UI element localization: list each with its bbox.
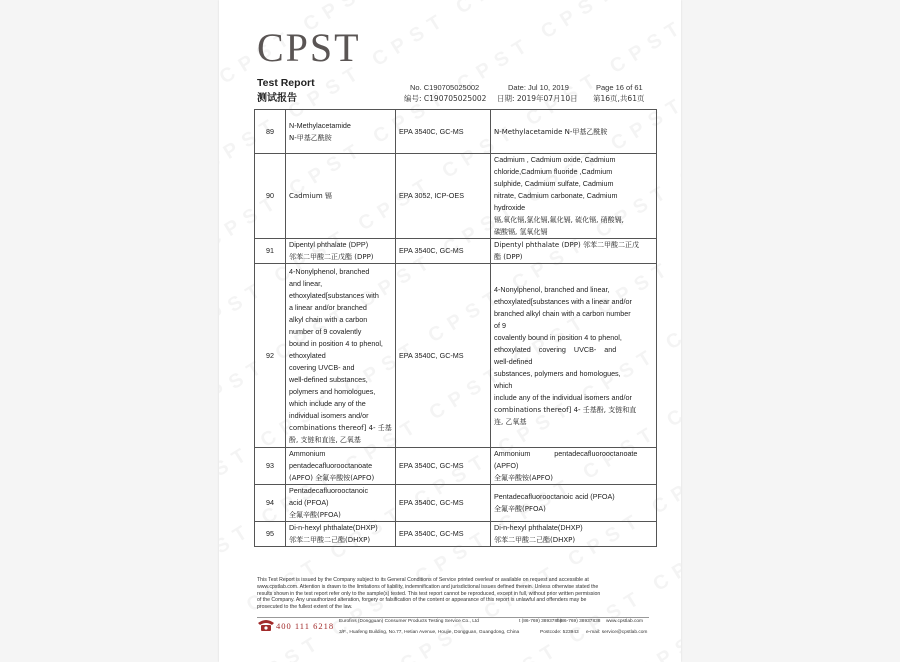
test-method: EPA 3540C, GC-MS — [396, 522, 491, 547]
test-method: EPA 3540C, GC-MS — [396, 110, 491, 154]
item-name-line: ethoxylated[substances with — [289, 290, 379, 300]
description-line: substances, polymers and homologues, — [494, 368, 621, 378]
test-method: EPA 3540C, GC-MS — [396, 239, 491, 264]
page-number-cn: 第16页,共61页 — [593, 94, 645, 103]
item-name-line: polymers and homologues, — [289, 386, 376, 396]
substance-description — [491, 239, 657, 264]
substance-description — [491, 448, 657, 485]
description-line: ethoxylated covering UVCB- and — [494, 344, 617, 354]
disclaimer — [257, 577, 647, 611]
description-line: hydroxide — [494, 203, 526, 212]
item-name — [286, 154, 396, 239]
description-line: 4-Nonylphenol, branched and linear, — [494, 284, 610, 294]
item-name-line: N-甲基乙酰胺 — [289, 133, 332, 142]
description-line: Di-n-hexyl phthalate(DHXP) — [494, 523, 583, 532]
item-name — [286, 485, 396, 522]
item-name — [286, 448, 396, 485]
description-line: 连, 乙氧基 — [494, 417, 527, 426]
telephone-icon — [257, 618, 275, 637]
description-line: 碳酸镉, 氢氧化镉 — [494, 228, 548, 236]
description-line: (APFO) — [494, 461, 519, 470]
hotline-number: 400 111 6218 — [276, 621, 335, 631]
test-method: EPA 3540C, GC-MS — [396, 448, 491, 485]
description-line: Pentadecafluorooctanoic acid (PFOA) — [494, 492, 615, 501]
description-line: 酯 (DPP) — [494, 253, 523, 261]
description-line: of 9 — [494, 320, 506, 330]
substance-description — [491, 154, 657, 239]
report-date: Date: Jul 10, 2019 — [508, 83, 569, 92]
item-name-line: 邻苯二甲酸二正戊酯 (DPP) — [289, 253, 374, 261]
substance-description — [491, 485, 657, 522]
item-name-line: ethoxylated — [289, 350, 326, 360]
item-name-line: pentadecafluorooctanoate — [289, 461, 373, 470]
description-line: combinations thereof] 4- 壬基酚, 支链和直 — [494, 405, 637, 414]
item-number: 95 — [255, 522, 286, 547]
disclaimer-line: of the Company. Any unauthorized alteration, forgery or falsification of the content or appearance of this report is unlawful and offenders may be — [257, 597, 587, 604]
email: e-mail: service@cpstlab.com — [586, 630, 648, 635]
item-name-line: Pentadecafluorooctanoic — [289, 486, 369, 495]
fax: f (86-769) 38937838 — [557, 619, 601, 624]
description-line: include any of the individual isomers and/or — [494, 392, 632, 402]
company-address: 3/F., Huafeng Building, No.77, Hetian Avenue, Houjie, Dongguan, Guangdong, China — [339, 630, 520, 635]
table-row — [255, 239, 657, 264]
item-name-line: N-Methylacetamide — [289, 120, 351, 130]
item-name-line: covering UVCB- and — [289, 362, 355, 372]
description-line: Cadmium , Cadmium oxide, Cadmium — [494, 155, 616, 164]
item-name-line: Cadmium 镉 — [289, 192, 332, 200]
description-line: 邻苯二甲酸二己酯(DHXP) — [494, 536, 576, 544]
description-line: ethoxylated[substances with a linear and/or — [494, 296, 632, 306]
report-number: No. C190705025002 — [410, 83, 480, 92]
description-line: sulphide, Cadmium sulfate, Cadmium — [494, 179, 614, 188]
description-line: covalently bound in position 4 to phenol, — [494, 332, 622, 342]
substance-description — [491, 110, 657, 154]
item-name — [286, 522, 396, 547]
item-name-line: a linear and/or branched — [289, 302, 367, 312]
item-name-line: Di-n-hexyl phthalate(DHXP) — [289, 523, 378, 532]
item-name-line: (APFO) 全氟辛酸铵(APFO) — [289, 474, 375, 482]
description-line: Dipentyl phthalate (DPP) 邻苯二甲酸二正戊 — [494, 241, 639, 249]
report-title: Test Report — [257, 77, 315, 89]
report-title-cn: 测试报告 — [257, 93, 297, 104]
table-row — [255, 110, 657, 154]
telephone: t (86-769) 38937858 — [519, 619, 563, 624]
item-number: 94 — [255, 485, 286, 522]
description-line: nitrate, Cadmium carbonate, Cadmium — [494, 191, 618, 200]
disclaimer-line: prosecuted to the fullest extent of the law. — [257, 604, 353, 611]
page-number: Page 16 of 61 — [596, 83, 643, 92]
report-page — [219, 0, 681, 662]
table-row — [255, 522, 657, 547]
website: www.cpstlab.com — [606, 619, 644, 624]
description-line: 镉,氧化镉,氯化镉,氟化镉, 硫化镉, 硝酸镉, — [494, 216, 624, 224]
item-number: 89 — [255, 110, 286, 154]
item-name-line: combinations thereof] 4- 壬基 — [289, 423, 392, 432]
table-row — [255, 264, 657, 448]
description-line: 全氟辛酸(PFOA) — [494, 505, 546, 513]
description-line: N-Methylacetamide N-甲基乙酰胺 — [494, 127, 608, 136]
test-method: EPA 3540C, GC-MS — [396, 264, 491, 448]
item-name — [286, 264, 396, 448]
cpst-logo: CPST — [257, 25, 361, 70]
test-method: EPA 3052, ICP-OES — [396, 154, 491, 239]
description-line: well-defined — [494, 356, 533, 366]
item-name-line: Dipentyl phthalate (DPP) — [289, 240, 369, 249]
substance-description — [491, 522, 657, 547]
test-items-table — [254, 109, 657, 547]
item-name-line: number of 9 covalently — [289, 326, 362, 336]
company-name: Eurofins (Dongguan) Consumer Products Testing Service Co., Ltd — [339, 619, 479, 624]
item-name-line: and linear, — [289, 278, 323, 288]
item-name-line: which include any of the — [289, 398, 366, 408]
item-name-line: 酚, 支链和直连, 乙氧基 — [289, 435, 361, 444]
description-line: 全氟辛酸铵(APFO) — [494, 474, 554, 482]
test-method: EPA 3540C, GC-MS — [396, 485, 491, 522]
table-row — [255, 154, 657, 239]
disclaimer-line: results shown in the test report refer only to the sample(s) tested. This test report cannot be reproduced, except in full, without prior written permission — [257, 590, 601, 597]
report-number-cn: 编号: C190705025002 — [404, 94, 487, 103]
description-line: Ammonium pentadecafluorooctanoate — [494, 449, 638, 458]
item-number: 91 — [255, 239, 286, 264]
item-name — [286, 110, 396, 154]
item-name-line: Ammonium — [289, 449, 326, 458]
item-number: 93 — [255, 448, 286, 485]
item-name-line: 邻苯二甲酸二己酯(DHXP) — [289, 536, 371, 544]
table-row — [255, 448, 657, 485]
footer-divider — [257, 617, 649, 618]
item-name-line: acid (PFOA) — [289, 498, 329, 507]
substance-description — [491, 264, 657, 448]
disclaimer-line: This Test Report is issued by the Company subject to its General Conditions of Service printed overleaf or available on request and accessible at — [257, 577, 589, 583]
disclaimer-line: www.cpstlab.com. Attention is drawn to the limitations of liability, indemnification and jurisdictional issues defined therein. Unless otherwise stated the — [257, 583, 599, 590]
item-name-line: 4-Nonylphenol, branched — [289, 266, 370, 276]
item-name — [286, 239, 396, 264]
item-number: 90 — [255, 154, 286, 239]
item-name-line: bound in position 4 to phenol, — [289, 338, 383, 348]
report-date-cn: 日期: 2019年07月10日 — [497, 94, 578, 103]
item-name-line: individual isomers and/or — [289, 410, 369, 420]
item-name-line: alkyl chain with a carbon — [289, 314, 368, 324]
item-name-line: 全氟辛酸(PFOA) — [289, 511, 341, 519]
item-number: 92 — [255, 264, 286, 448]
description-line: chloride,Cadmium fluoride ,Cadmium — [494, 167, 613, 176]
description-line: branched alkyl chain with a carbon number — [494, 308, 631, 318]
description-line: which — [494, 380, 513, 390]
item-name-line: well-defined substances, — [289, 374, 368, 384]
table-row — [255, 485, 657, 522]
postcode: Postcode: 523943 — [540, 630, 579, 635]
